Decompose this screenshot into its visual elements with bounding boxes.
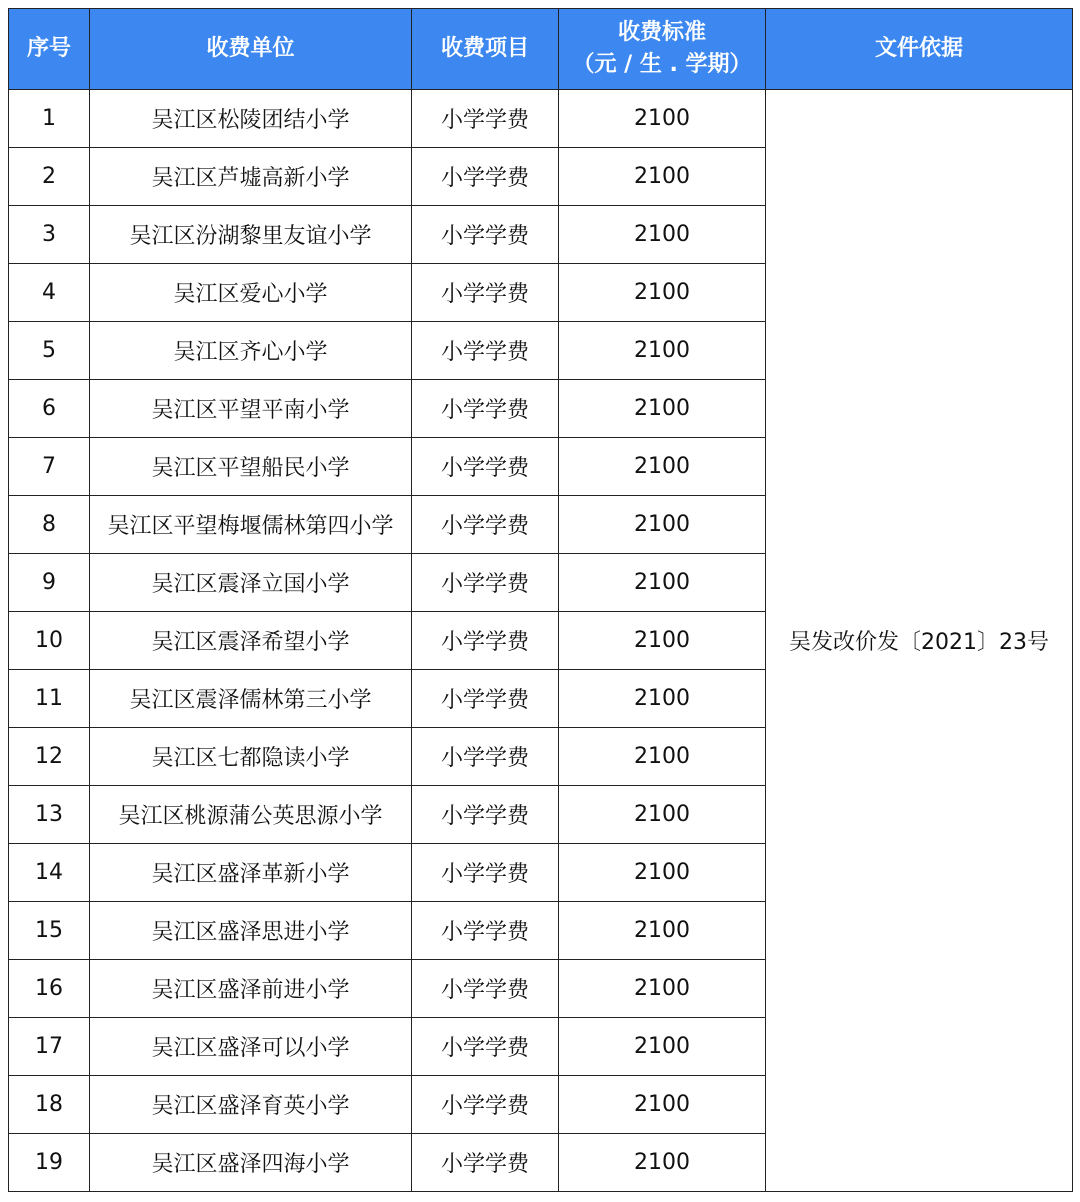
cell-unit: 吴江区汾湖黎里友谊小学	[90, 206, 412, 264]
cell-index: 1	[9, 90, 90, 148]
cell-basis: 吴发改价发〔2021〕23号	[766, 90, 1073, 1192]
cell-fee: 2100	[559, 322, 766, 380]
cell-item: 小学学费	[412, 380, 559, 438]
cell-unit: 吴江区平望梅堰儒林第四小学	[90, 496, 412, 554]
cell-fee: 2100	[559, 148, 766, 206]
cell-item: 小学学费	[412, 960, 559, 1018]
cell-fee: 2100	[559, 1134, 766, 1192]
cell-index: 3	[9, 206, 90, 264]
cell-unit: 吴江区盛泽可以小学	[90, 1018, 412, 1076]
cell-item: 小学学费	[412, 902, 559, 960]
cell-index: 11	[9, 670, 90, 728]
cell-index: 2	[9, 148, 90, 206]
cell-unit: 吴江区震泽希望小学	[90, 612, 412, 670]
cell-index: 13	[9, 786, 90, 844]
cell-item: 小学学费	[412, 1076, 559, 1134]
cell-index: 15	[9, 902, 90, 960]
cell-item: 小学学费	[412, 206, 559, 264]
cell-index: 18	[9, 1076, 90, 1134]
header-index: 序号	[9, 9, 90, 90]
cell-item: 小学学费	[412, 148, 559, 206]
cell-fee: 2100	[559, 206, 766, 264]
cell-index: 7	[9, 438, 90, 496]
cell-unit: 吴江区盛泽思进小学	[90, 902, 412, 960]
cell-fee: 2100	[559, 728, 766, 786]
cell-fee: 2100	[559, 90, 766, 148]
cell-fee: 2100	[559, 670, 766, 728]
cell-index: 9	[9, 554, 90, 612]
cell-unit: 吴江区齐心小学	[90, 322, 412, 380]
cell-unit: 吴江区芦墟高新小学	[90, 148, 412, 206]
cell-item: 小学学费	[412, 264, 559, 322]
cell-index: 14	[9, 844, 90, 902]
cell-fee: 2100	[559, 264, 766, 322]
cell-item: 小学学费	[412, 554, 559, 612]
header-row	[9, 9, 1073, 90]
cell-index: 10	[9, 612, 90, 670]
cell-item: 小学学费	[412, 90, 559, 148]
cell-index: 19	[9, 1134, 90, 1192]
cell-unit: 吴江区平望平南小学	[90, 380, 412, 438]
table-body	[9, 90, 1073, 1192]
cell-unit: 吴江区七都隐读小学	[90, 728, 412, 786]
cell-index: 5	[9, 322, 90, 380]
cell-index: 4	[9, 264, 90, 322]
table-header	[9, 9, 1073, 90]
cell-fee: 2100	[559, 380, 766, 438]
cell-index: 16	[9, 960, 90, 1018]
cell-index: 6	[9, 380, 90, 438]
cell-index: 8	[9, 496, 90, 554]
cell-unit: 吴江区平望船民小学	[90, 438, 412, 496]
cell-fee: 2100	[559, 1076, 766, 1134]
cell-item: 小学学费	[412, 322, 559, 380]
header-item: 收费项目	[412, 9, 559, 90]
fee-table	[8, 8, 1073, 1192]
cell-fee: 2100	[559, 1018, 766, 1076]
cell-item: 小学学费	[412, 496, 559, 554]
cell-unit: 吴江区松陵团结小学	[90, 90, 412, 148]
cell-item: 小学学费	[412, 786, 559, 844]
cell-fee: 2100	[559, 612, 766, 670]
cell-unit: 吴江区盛泽育英小学	[90, 1076, 412, 1134]
cell-unit: 吴江区震泽立国小学	[90, 554, 412, 612]
cell-fee: 2100	[559, 844, 766, 902]
cell-item: 小学学费	[412, 844, 559, 902]
header-basis: 文件依据	[766, 9, 1073, 90]
header-unit: 收费单位	[90, 9, 412, 90]
cell-item: 小学学费	[412, 612, 559, 670]
cell-unit: 吴江区盛泽前进小学	[90, 960, 412, 1018]
cell-item: 小学学费	[412, 670, 559, 728]
table-row	[9, 90, 1073, 148]
cell-fee: 2100	[559, 902, 766, 960]
cell-unit: 吴江区桃源蒲公英思源小学	[90, 786, 412, 844]
cell-unit: 吴江区震泽儒林第三小学	[90, 670, 412, 728]
cell-index: 12	[9, 728, 90, 786]
cell-index: 17	[9, 1018, 90, 1076]
cell-fee: 2100	[559, 960, 766, 1018]
cell-fee: 2100	[559, 786, 766, 844]
header-standard-line2: （元 / 生 . 学期）	[572, 52, 752, 77]
cell-item: 小学学费	[412, 1018, 559, 1076]
header-standard-line1: 收费标准	[617, 20, 706, 45]
cell-item: 小学学费	[412, 728, 559, 786]
cell-unit: 吴江区爱心小学	[90, 264, 412, 322]
cell-item: 小学学费	[412, 1134, 559, 1192]
cell-item: 小学学费	[412, 438, 559, 496]
cell-unit: 吴江区盛泽革新小学	[90, 844, 412, 902]
header-standard	[559, 9, 766, 90]
cell-fee: 2100	[559, 554, 766, 612]
cell-unit: 吴江区盛泽四海小学	[90, 1134, 412, 1192]
cell-fee: 2100	[559, 496, 766, 554]
cell-fee: 2100	[559, 438, 766, 496]
